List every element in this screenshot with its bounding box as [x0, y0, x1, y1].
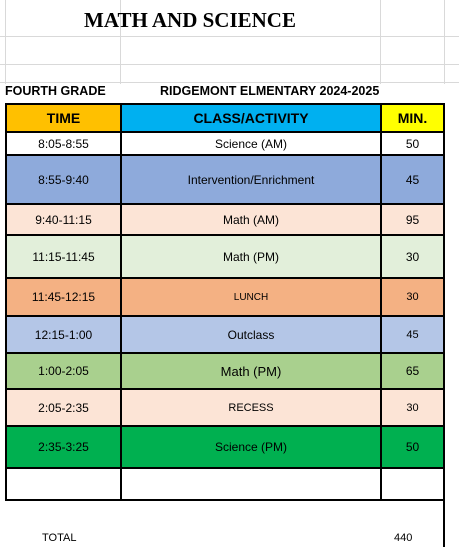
row-3-time: 9:40-11:15 — [5, 205, 120, 236]
header-minutes: MIN. — [380, 103, 445, 133]
row-2-activity: Intervention/Enrichment — [120, 156, 380, 205]
row-5-time: 11:45-12:15 — [5, 279, 120, 317]
row-6-time: 12:15-1:00 — [5, 317, 120, 354]
grade-label: FOURTH GRADE — [5, 84, 106, 98]
row-1-activity: Science (AM) — [120, 133, 380, 156]
gridline — [380, 0, 381, 84]
row-2-minutes: 45 — [380, 156, 445, 205]
row-7-minutes: 65 — [380, 354, 445, 390]
row-6-activity: Outclass — [120, 317, 380, 354]
row-4-time: 11:15-11:45 — [5, 236, 120, 279]
sheet-title: MATH AND SCIENCE — [84, 8, 296, 32]
total-value: 440 — [394, 532, 413, 544]
row-4-minutes: 30 — [380, 236, 445, 279]
row-8-minutes: 30 — [380, 390, 445, 427]
row-5-activity: LUNCH — [120, 279, 380, 317]
header-time: TIME — [5, 103, 120, 133]
row-9-minutes: 50 — [380, 427, 445, 469]
row-1-minutes: 50 — [380, 133, 445, 156]
school-label: RIDGEMONT ELMENTARY 2024-2025 — [160, 84, 380, 98]
gridline — [0, 64, 459, 65]
row-9-activity: Science (PM) — [120, 427, 380, 469]
gridline — [444, 0, 445, 84]
row-4-activity: Math (PM) — [120, 236, 380, 279]
row-2-time: 8:55-9:40 — [5, 156, 120, 205]
row-5-minutes: 30 — [380, 279, 445, 317]
row-7-time: 1:00-2:05 — [5, 354, 120, 390]
row-8-activity: RECESS — [120, 390, 380, 427]
gridline — [0, 82, 459, 83]
row-10-minutes — [380, 469, 445, 501]
row-3-activity: Math (AM) — [120, 205, 380, 236]
row-10-time — [5, 469, 120, 501]
row-6-minutes: 45 — [380, 317, 445, 354]
header-activity: CLASS/ACTIVITY — [120, 103, 380, 133]
total-row-border — [443, 501, 445, 547]
row-3-minutes: 95 — [380, 205, 445, 236]
row-10-activity — [120, 469, 380, 501]
row-1-time: 8:05-8:55 — [5, 133, 120, 156]
total-label: TOTAL — [42, 532, 77, 544]
row-7-activity: Math (PM) — [120, 354, 380, 390]
row-9-time: 2:35-3:25 — [5, 427, 120, 469]
gridline — [0, 36, 459, 37]
row-8-time: 2:05-2:35 — [5, 390, 120, 427]
